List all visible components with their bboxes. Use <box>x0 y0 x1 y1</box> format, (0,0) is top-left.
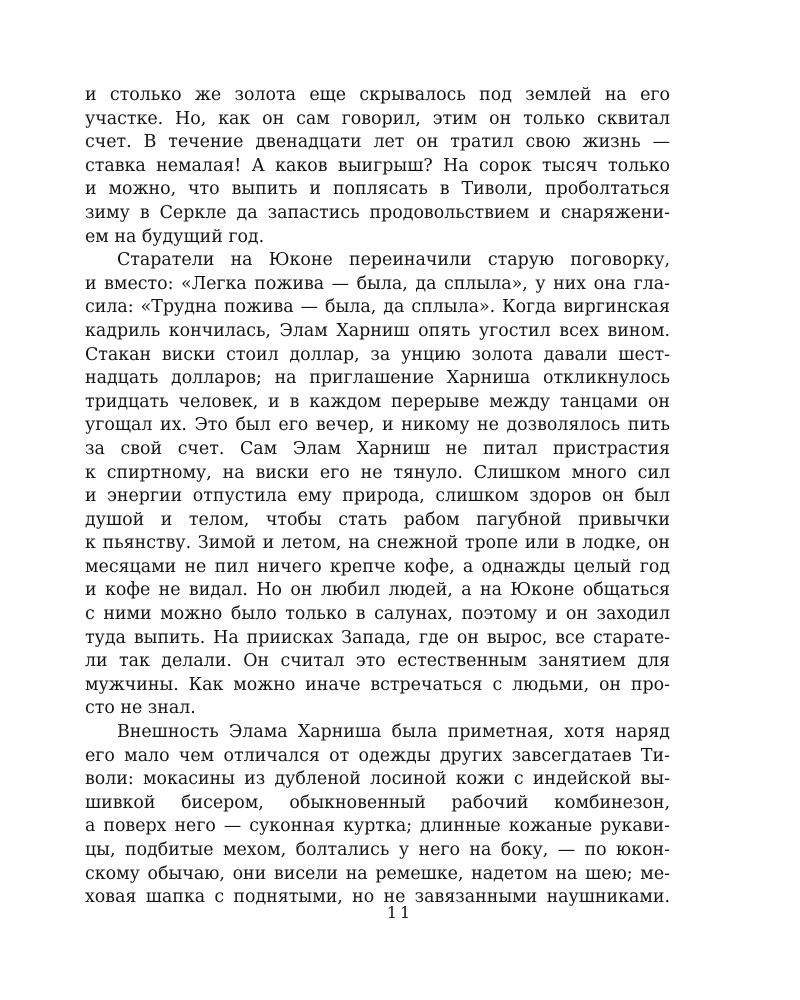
page-body <box>85 84 670 910</box>
text-line: ем на будущий год. <box>85 226 265 247</box>
text-line: его мало чем отличался от одежды других завсегдатаев Ти- <box>85 745 670 766</box>
text-line: тридцать человек, и в каждом перерыве между танцами он <box>85 391 670 412</box>
text-line: ховая шапка с поднятыми, но не завязанными наушниками. <box>85 887 670 908</box>
text-line: зиму в Серкле да запастись продовольствием и снаряжени- <box>85 202 670 223</box>
text-line: к спиртному, на виски его не тянуло. Слишком много сил <box>85 462 670 483</box>
text-line: туда выпить. На приисках Запада, где он вырос, все старате- <box>85 627 670 648</box>
text-line: счет. В течение двенадцати лет он тратил свою жизнь — <box>85 132 670 153</box>
text-line: Стакан виски стоил доллар, за унцию золота давали шест- <box>85 344 670 365</box>
text-line: цы, подбитые мехом, болтались у него на боку, — по юкон- <box>85 840 670 860</box>
text-line: шивкой бисером, обыкновенный рабочий комбинезон, <box>85 792 670 813</box>
text-line: за свой счет. Сам Элам Харниш не питал пристрастия <box>85 438 670 459</box>
page-number: 11 <box>386 903 414 922</box>
text-line: сила: «Трудна пожива — была, да сплыла». Когда виргинская <box>85 297 670 318</box>
paragraph <box>85 84 670 249</box>
text-line: скому обычаю, они висели на ремешке, надетом на шею; ме- <box>85 863 670 884</box>
text-line: и столько же золота еще скрывалось под землей на его <box>85 85 670 105</box>
text-line: душой и телом, чтобы стать рабом пагубной привычки <box>85 509 670 530</box>
text-line: воли: мокасины из дубленой лосиной кожи с индейской вы- <box>85 769 670 790</box>
text-line: мужчины. Как можно иначе встречаться с людьми, он про- <box>85 674 670 695</box>
text-line: ставка немалая! А каков выигрыш? На сорок тысяч только <box>85 155 670 176</box>
text-line: и кофе не видал. Но он любил людей, а на Юконе общаться <box>85 580 670 601</box>
text-line: угощал их. Это был его вечер, и никому не дозволялось пить <box>85 415 670 436</box>
text-line: ли так делали. Он считал это естественным занятием для <box>85 651 670 672</box>
paragraph <box>85 721 670 910</box>
text-line: с ними можно было только в салунах, поэтому и он заходил <box>85 604 670 625</box>
text-line: Внешность Элама Харниша была приметная, хотя наряд <box>117 722 670 743</box>
text-line: и вместо: «Легка пожива — была, да сплыла», у них она гла- <box>85 273 670 294</box>
text-line: участке. Но, как он сам говорил, этим он только сквитал <box>85 108 670 129</box>
text-line: и можно, что выпить и поплясать в Тиволи, проболтаться <box>85 179 670 200</box>
text-line: месяцами не пил ничего крепче кофе, а однажды целый год <box>85 556 670 577</box>
text-line: надцать долларов; на приглашение Харниша откликнулось <box>85 368 670 389</box>
text-line: Старатели на Юконе переиначили старую поговорку, <box>117 250 670 271</box>
paragraph <box>85 249 670 721</box>
text-line: а поверх него — суконная куртка; длинные кожаные рукави- <box>85 816 670 837</box>
text-line: сто не знал. <box>85 698 196 719</box>
text-line: и энергии отпустила ему природа, слишком здоров он был <box>85 486 670 507</box>
text-line: к пьянству. Зимой и летом, на снежной тропе или в лодке, он <box>85 533 670 554</box>
text-line: кадриль кончилась, Элам Харниш опять угостил всех вином. <box>85 320 670 341</box>
